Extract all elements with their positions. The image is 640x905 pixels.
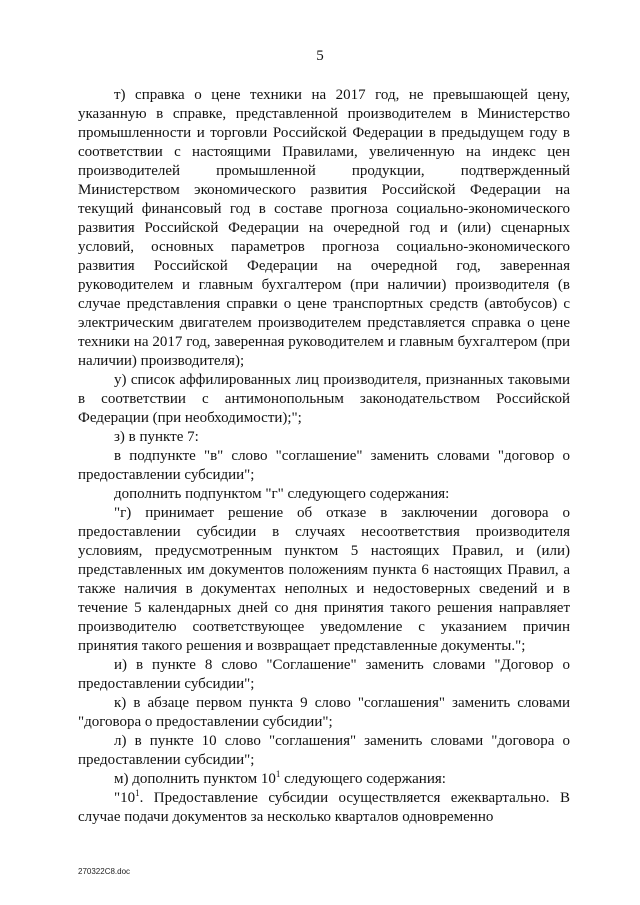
paragraph-u: у) список аффилированных лиц производителя, признанных таковыми в соответствии с антимонопольным законодательством Российской Федерации (при необходимости);";: [78, 372, 570, 426]
paragraph-10-1-text: "10: [114, 790, 136, 806]
paragraph-g: "г) принимает решение об отказе в заключении договора о предоставлении субсидии в случаях несоответствия производителя условиям, предусмотренным пунктом 5 настоящих Правил, и (или) представленных им документов положениям пункта 6 настоящих Правил, а также наличия в документах неполных и недостоверных сведений и в течение 5 календарных дней со дня принятия такого решения направляет производителю соответствующее уведомление с указанием причин принятия такого решения и возвращает представленные документы.";: [78, 505, 570, 654]
footer-filename: 270322С8.doc: [78, 867, 131, 876]
paragraph-i: и) в пункте 8 слово "Соглашение" заменить словами "Договор о предоставлении субсидии";: [78, 657, 570, 692]
paragraph-add-g: дополнить подпунктом "г" следующего содержания:: [114, 486, 450, 502]
paragraph-k: к) в абзаце первом пункта 9 слово "соглашения" заменить словами "договора о предоставлении субсидии";: [78, 695, 570, 730]
paragraph-t: т) справка о цене техники на 2017 год, не превышающей цену, указанную в справке, представленной производителем в Министерство промышленности и торговли Российской Федерации в предыдущем году в соответствии с настоящими Правилами, увеличенную на индекс цен производителей промышленной продукции, подтвержденный Министерством экономического развития Российской Федерации на текущий финансовый год в составе прогноза социально-экономического развития Российской Федерации на очередной год и (или) сценарных условий, основных параметров прогноза социально-экономического развития Российской Федерации на очередной год, заверенная руководителем и главным бухгалтером (при наличии) производителя (в случае представления справки о цене транспортных средств (автобусов) с электрическим двигателем производителем представляется справка о цене техники на 2017 год, заверенная руководителем и главным бухгалтером (при наличии) производителя);: [78, 87, 570, 369]
paragraph-v: в подпункте "в" слово "соглашение" заменить словами "договор о предоставлении субсидии";: [78, 448, 570, 483]
paragraph-m: [78, 770, 570, 789]
document-body: [78, 86, 570, 827]
paragraph-l: л) в пункте 10 слово "соглашения" заменить словами "договора о предоставлении субсидии";: [78, 733, 570, 768]
paragraph-m-text-end: следующего содержания:: [280, 771, 446, 787]
paragraph-m-text: м) дополнить пунктом 10: [114, 771, 276, 787]
paragraph-z: з) в пункте 7:: [114, 429, 199, 445]
paragraph-10-1-text-end: . Предоставление субсидии осуществляется ежеквартально. В случае подачи документов за несколько кварталов одновременно: [78, 790, 570, 825]
page-number: 5: [316, 48, 324, 64]
superscript: 1: [135, 788, 140, 798]
superscript: 1: [275, 769, 281, 779]
paragraph-10-1: [78, 789, 570, 827]
